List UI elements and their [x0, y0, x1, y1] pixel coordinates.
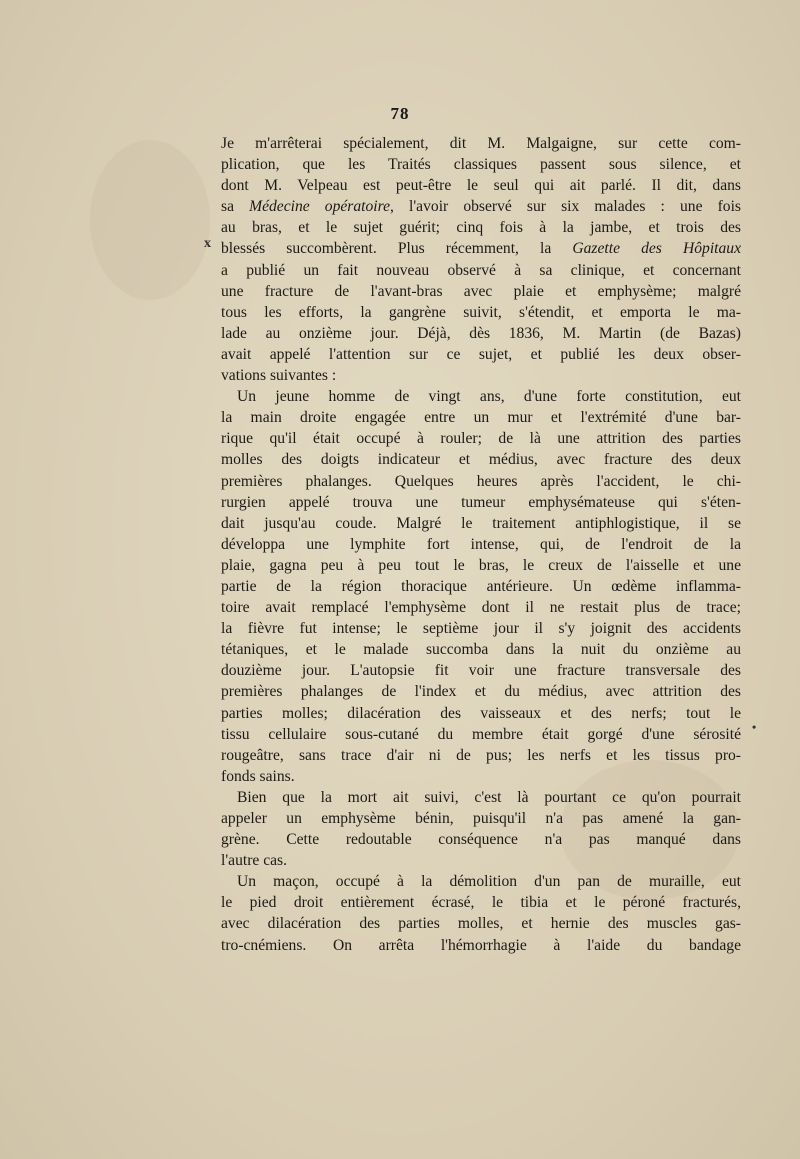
text-line: le pied droit entièrement écrasé, le tibia et le péroné fracturés,	[221, 894, 741, 912]
text-line: la fièvre fut intense; le septième jour il s'y joignit des accidents	[221, 620, 741, 638]
line-text: blessés succombèrent. Plus récemment, la	[221, 240, 573, 258]
text-line: appeler un emphysème bénin, puisqu'il n'a pas amené la gan-	[221, 810, 741, 827]
text-line: toire avait remplacé l'emphysème dont il ne restait plus de trace;	[221, 599, 741, 617]
italic-title: Médecine opératoire	[249, 198, 391, 216]
text-line: partie de la région thoracique antérieure. Un œdème inflamma-	[221, 577, 741, 595]
body-text	[221, 133, 741, 956]
text-line: rurgien appelé trouva une tumeur emphysémateuse qui s'éten-	[221, 493, 741, 511]
text-line: Un maçon, occupé à la démolition d'un pan de muraille, eut	[237, 873, 741, 891]
text-line: premières phalanges. Quelques heures après l'accident, le chi-	[221, 472, 741, 490]
text-line: plaie, gagna peu à peu tout le bras, le creux de l'aisselle et une	[221, 556, 741, 574]
margin-mark-dot: •	[752, 720, 757, 734]
text-line: lade au onzième jour. Déjà, dès 1836, M. Martin (de Bazas)	[221, 324, 741, 342]
text-line: développa une lymphite fort intense, qui, de l'endroit de la	[221, 535, 741, 553]
text-line	[221, 238, 741, 259]
text-line: fonds sains.	[221, 767, 295, 785]
page-number: 78	[390, 104, 410, 123]
text-line: tous les efforts, la gangrène suivit, s'étendit, et emporta le ma-	[221, 303, 741, 321]
text-line: avec dilacération des parties molles, et hernie des muscles gas-	[221, 915, 741, 933]
text-line: la main droite engagée entre un mur et l'extrémité d'une bar-	[221, 409, 741, 427]
italic-title: Gazette des Hôpitaux	[572, 240, 741, 258]
text-line: rougeâtre, sans trace d'air ni de pus; les nerfs et les tissus pro-	[221, 746, 741, 764]
text-line: au bras, et le sujet guérit; cinq fois à la jambe, et trois des	[221, 219, 741, 237]
text-line: molles des doigts indicateur et médius, avec fracture des deux	[221, 451, 741, 469]
text-line: dait jusqu'au coude. Malgré le traitement antiphlogistique, il se	[221, 514, 741, 532]
text-line: Bien que la mort ait suivi, c'est là pourtant ce qu'on pourrait	[237, 788, 741, 806]
text-line: grène. Cette redoutable conséquence n'a pas manqué dans	[221, 831, 741, 849]
paper-stain	[90, 140, 210, 300]
text-line: Je m'arrêterai spécialement, dit M. Malgaigne, sur cette com-	[221, 135, 741, 152]
text-line: rique qu'il était occupé à rouler; de là une attrition des parties	[221, 430, 741, 448]
line-text: sa	[221, 198, 250, 216]
text-line: tétaniques, et le malade succomba dans la nuit du onzième au	[221, 641, 741, 659]
text-line: Un jeune homme de vingt ans, d'une forte constitution, eut	[237, 388, 741, 406]
text-line: plication, que les Traités classiques passent sous silence, et	[221, 156, 741, 174]
text-line: dont M. Velpeau est peut-être le seul qui ait parlé. Il dit, dans	[221, 177, 741, 195]
text-line: avait appelé l'attention sur ce sujet, et publié les deux obser-	[221, 345, 741, 363]
text-line: une fracture de l'avant-bras avec plaie et emphysème; malgré	[221, 282, 741, 300]
text-line: a publié un fait nouveau observé à sa clinique, et concernant	[221, 261, 741, 279]
line-text: , l'avoir observé sur six malades : une fois	[390, 198, 741, 216]
text-line: vations suivantes :	[221, 367, 337, 385]
text-line: l'autre cas.	[221, 852, 288, 870]
text-line: premières phalanges de l'index et du médius, avec attrition des	[221, 683, 741, 701]
margin-mark-x: x	[204, 236, 211, 251]
text-line: parties molles; dilacération des vaisseaux et des nerfs; tout le	[221, 704, 741, 722]
text-line: douzième jour. L'autopsie fit voir une fracture transversale des	[221, 662, 741, 680]
text-line: tro-cnémiens. On arrêta l'hémorrhagie à l'aide du bandage	[221, 936, 741, 954]
text-line: tissu cellulaire sous-cutané du membre était gorgé d'une sérosité	[221, 725, 741, 743]
text-line	[221, 196, 741, 217]
